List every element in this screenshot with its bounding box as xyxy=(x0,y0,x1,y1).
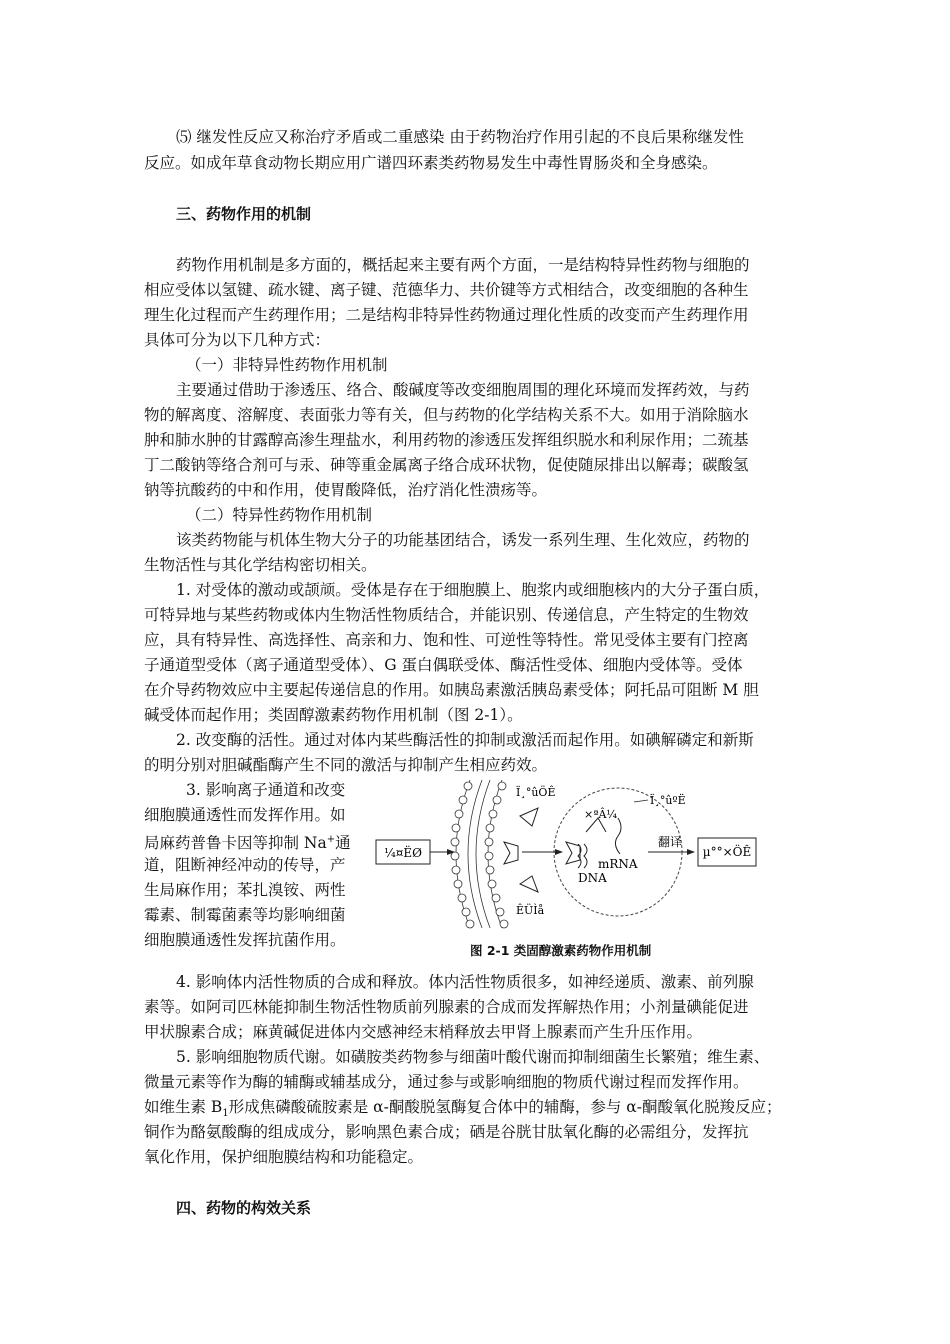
superscript: + xyxy=(326,834,336,845)
paragraph-line xyxy=(144,830,351,853)
paragraph-line: 道，阻断神经冲动的传导，产 xyxy=(144,856,346,874)
paragraph-line: 丁二酸钠等络合剂可与汞、砷等重金属离子络合成环状物，促使随尿排出以解毒；碳酸氢 xyxy=(144,456,749,474)
paragraph-line: 5. 影响细胞物质代谢。如磺胺类药物参与细菌叶酸代谢而抑制细菌生长繁殖；维生素、 xyxy=(176,1048,770,1066)
transcription-label: ×ªÂ¼ xyxy=(584,808,618,821)
nucleus-label: Ï¸°ûºË xyxy=(650,794,686,807)
paragraph-line: 该类药物能与机体生物大分子的功能基团结合，诱发一系列生理、生化效应，药物的 xyxy=(176,531,750,549)
paragraph-line: 4. 影响体内活性物质的合成和释放。体内活性物质很多，如神经递质、激素、前列腺 xyxy=(176,973,754,991)
paragraph-line: 药物作用机制是多方面的，概括起来主要有两个方面，一是结构特异性药物与细胞的 xyxy=(176,256,750,274)
subsection-heading: （一）非特异性药物作用机制 xyxy=(186,356,388,374)
paragraph-line: 理生化过程而产生药理作用；二是结构非特异性药物通过理化性质的改变而产生药理作用 xyxy=(144,306,749,324)
paragraph-line: 物的解离度、溶解度、表面张力等有关，但与药物的化学结构关系不大。如用于消除脑水 xyxy=(144,406,749,424)
paragraph-line: 2. 改变酶的活性。通过对体内某些酶活性的抑制或激活而起作用。如碘解磷定和新斯 xyxy=(176,731,754,749)
figure-steroid-mechanism xyxy=(372,772,792,936)
hormone-label: ¼¤ËØ xyxy=(384,846,422,860)
receptor-shape xyxy=(520,876,538,892)
paragraph-line: 甲状腺素合成；麻黄碱促进体内交感神经末梢释放去甲肾上腺素而产生升压作用。 xyxy=(144,1023,703,1041)
section-heading: 三、药物作用的机制 xyxy=(176,205,312,223)
paragraph-line: 素等。如阿司匹林能抑制生物活性物质前列腺素的合成而发挥解热作用；小剂量碘能促进 xyxy=(144,998,749,1016)
text-span: 形成焦磷酸硫胺素是 α-酮酸脱氢酶复合体中的辅酶，参与 α-酮酸氧化脱羧反应； xyxy=(228,1098,782,1116)
paragraph-line: 1. 对受体的激动或颉颃。受体是存在于细胞膜上、胞浆内或细胞核内的大分子蛋白质， xyxy=(176,581,770,599)
paragraph-line: ⑸ 继发性反应又称治疗矛盾或二重感染 由于药物治疗作用引起的不良后果称继发性 xyxy=(176,128,744,146)
paragraph-line: 细胞膜通透性而发挥作用。如 xyxy=(144,806,346,824)
paragraph-line: 氧化作用，保护细胞膜结构和功能稳定。 xyxy=(144,1148,424,1166)
paragraph-line: 霉素、制霉菌素等均影响细菌 xyxy=(144,906,346,924)
paragraph-line: 具体可分为以下几种方式： xyxy=(144,331,331,349)
paragraph-line: 铜作为酪氨酸酶的组成成分，影响黑色素合成；硒是谷胱甘肽氧化酶的必需组分，发挥抗 xyxy=(144,1123,749,1141)
paragraph-line: 肿和肺水肿的甘露醇高渗生理盐水，利用药物的渗透压发挥组织脱水和利尿作用；二巯基 xyxy=(144,431,749,449)
text-span: 局麻药普鲁卡因等抑制 Na xyxy=(144,834,327,853)
paragraph-line: 生物活性与其化学结构密切相关。 xyxy=(144,556,377,574)
hormone-receptor-complex xyxy=(504,842,518,864)
paragraph-line: 在介导药物效应中主要起传递信息的作用。如胰岛素激活胰岛素受体；阿托品可阻断 M 胆 xyxy=(144,681,759,699)
subsection-heading: （二）特异性药物作用机制 xyxy=(186,506,373,524)
paragraph-line: 可特异地与某些药物或体内生物活性物质结合，并能识别、传递信息，产生特定的生物效 xyxy=(144,606,749,624)
paragraph-line: 钠等抗酸药的中和作用，使胃酸降低，治疗消化性溃疡等。 xyxy=(144,481,548,499)
text-span: 如维生素 B xyxy=(144,1098,223,1116)
paragraph-line: 细胞膜通透性发挥抗菌作用。 xyxy=(144,931,346,949)
cytoplasm-label: Ï¸°ûÖÊ xyxy=(516,786,556,799)
paragraph-line: 3. 影响离子通道和改变 xyxy=(186,781,346,799)
figure-diagram xyxy=(372,772,792,936)
nuclear-complex xyxy=(566,842,580,864)
paragraph-line: 碱受体而起作用；类固醇激素药物作用机制（图 2-1）。 xyxy=(144,706,523,724)
text-span: 通 xyxy=(335,834,351,853)
dna-label: DNA xyxy=(578,871,607,885)
mrna-label: mRNA xyxy=(598,857,638,871)
receptor-label: ÊÜÌå xyxy=(516,904,545,917)
paragraph-line: 反应。如成年草食动物长期应用广谱四环素类药物易发生中毒性胃肠炎和全身感染。 xyxy=(144,154,718,172)
paragraph-line: 微量元素等作为酶的辅酶或辅基成分，通过参与或影响细胞的物质代谢过程而发挥作用。 xyxy=(144,1073,749,1091)
translation-label: 翻译 xyxy=(658,835,683,849)
paragraph-line: 应，具有特异性、高选择性、高亲和力、饱和性、可逆性等特性。常见受体主要有门控离 xyxy=(144,631,749,649)
membrane-heads xyxy=(451,782,508,928)
paragraph-line: 的明分别对胆碱酯酶产生不同的激活与抑制产生相应药效。 xyxy=(144,756,548,774)
paragraph-line xyxy=(144,1097,781,1124)
paragraph-line: 子通道型受体（离子通道型受体）、G 蛋白偶联受体、酶活性受体、细胞内受体等。受体 xyxy=(144,656,743,674)
paragraph-line: 相应受体以氢键、疏水键、离子键、范德华力、共价键等方式相结合，改变细胞的各种生 xyxy=(144,281,749,299)
paragraph-line: 生局麻作用；苯扎溴铵、两性 xyxy=(144,881,346,899)
figure-caption: 图 2-1 类固醇激素药物作用机制 xyxy=(470,943,652,958)
paragraph-line: 主要通过借助于渗透压、络合、酸碱度等改变细胞周围的理化环境而发挥药效，与药 xyxy=(176,381,750,399)
receptor-shape xyxy=(520,808,538,826)
subscript: 1 xyxy=(222,1108,229,1120)
section-heading: 四、药物的构效关系 xyxy=(176,1199,312,1217)
protein-label: µ°°×ÖÊ xyxy=(702,845,752,859)
